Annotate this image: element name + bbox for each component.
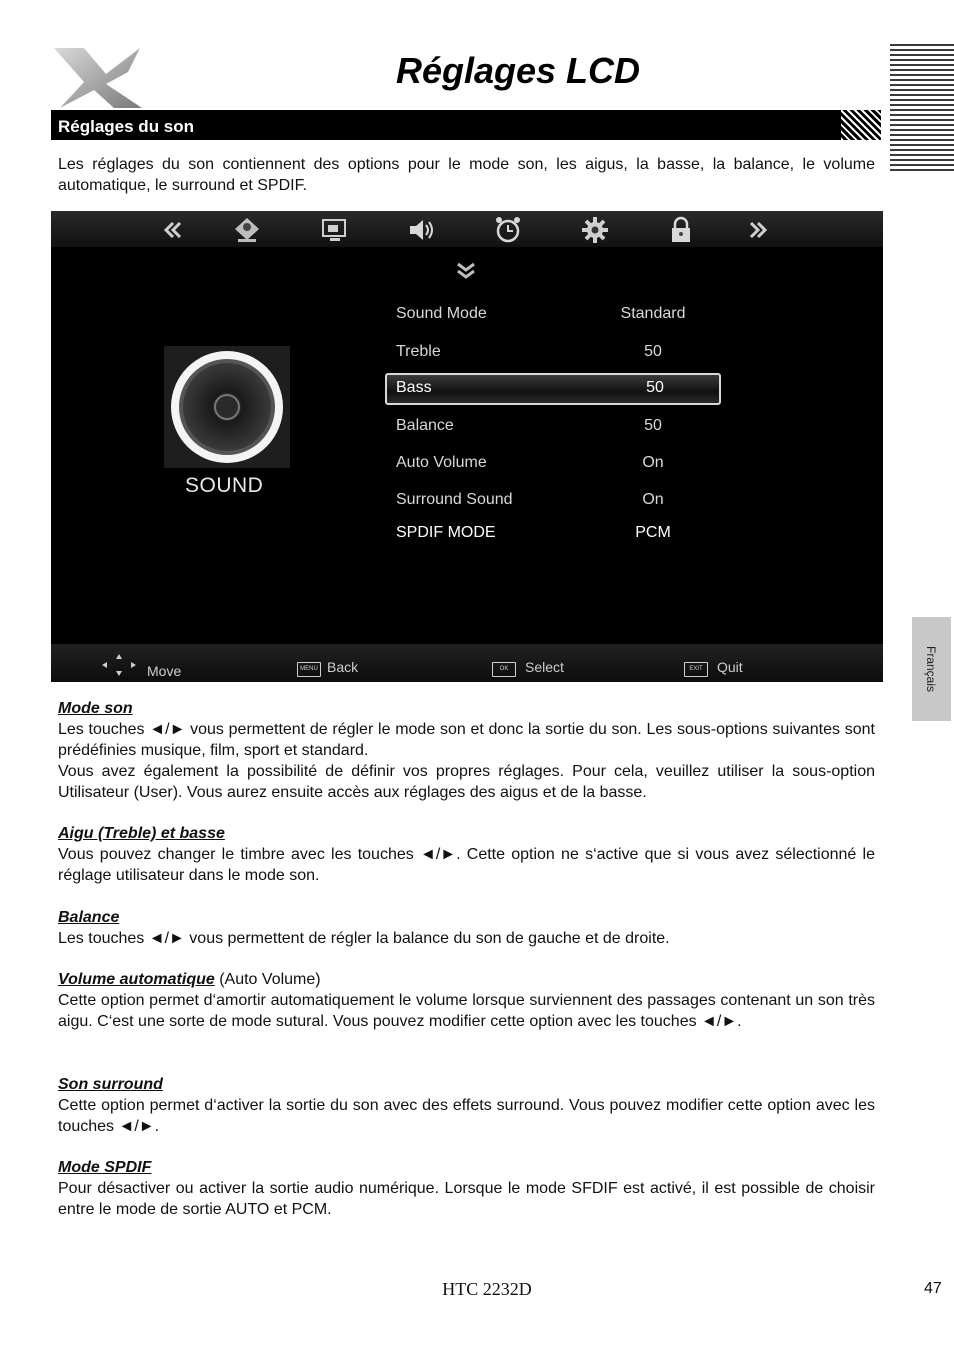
section-volume-automatique <box>58 969 875 1032</box>
menu-item-label: Balance <box>396 417 454 434</box>
section-paragraph: Vous avez également la possibilité de définir vos propres réglages. Pour cela, veuillez utiliser la sous-option Utilisateur (User). Vous aurez ensuite accès aux réglages des aigus et de la basse. <box>58 763 875 801</box>
hint-move: Move <box>147 663 182 679</box>
speaker-cone-icon <box>165 347 289 467</box>
menu-item-value: Standard <box>620 305 686 322</box>
hint-back: Back <box>327 659 359 675</box>
menu-key-icon: MENU <box>297 662 321 677</box>
section-paragraph: Pour désactiver ou activer la sortie audio numérique. Lorsque le mode SFDIF est activé, il est possible de choisir entre le mode de sortie AUTO et PCM. <box>58 1180 875 1218</box>
menu-item-label: Bass <box>396 379 432 396</box>
intro-paragraph: Les réglages du son contiennent des options pour le mode son, les aigus, la basse, la balance, le volume automatique, le surround et SPDIF. <box>58 156 875 194</box>
menu-item-treble[interactable] <box>385 337 721 369</box>
menu-item-value: On <box>642 491 664 508</box>
menu-item-spdif-mode[interactable] <box>385 518 721 550</box>
section-paragraph: Les touches ◄/► vous permettent de régler la balance du son de gauche et de droite. <box>58 930 670 947</box>
menu-item-label: Treble <box>396 343 441 360</box>
picture-icon <box>232 215 262 245</box>
menu-item-bass[interactable] <box>385 373 721 405</box>
menu-item-value: 50 <box>644 417 662 434</box>
menu-item-label: Sound Mode <box>396 305 487 322</box>
menu-item-label: Surround Sound <box>396 491 513 508</box>
tv-menu-screenshot <box>51 211 883 682</box>
gear-icon <box>580 215 610 245</box>
category-label: SOUND <box>185 474 264 497</box>
section-mode-son <box>58 698 875 803</box>
menu-item-value: PCM <box>635 524 671 541</box>
menu-item-sound-mode[interactable] <box>385 299 721 331</box>
section-heading: Mode son <box>58 700 133 717</box>
section-heading: Son surround <box>58 1076 163 1093</box>
menu-item-balance[interactable] <box>385 411 721 443</box>
arrows-icon <box>99 653 139 677</box>
decorative-stripes <box>890 44 954 172</box>
section-paragraph: Cette option permet d‘activer la sortie du son avec des effets surround. Vous pouvez modifier cette option avec les touches ◄/►. <box>58 1097 875 1135</box>
section-heading: Balance <box>58 909 120 926</box>
hint-quit: Quit <box>717 659 743 675</box>
alarm-clock-icon <box>493 215 523 245</box>
menu-item-value: 50 <box>644 343 662 360</box>
section-paragraph: Les touches ◄/► vous permettent de régler le mode son et donc la sortie du son. Les sous-options suivantes sont prédéfinies musique, film, sport et standard. <box>58 721 875 759</box>
ok-key-icon: OK <box>492 662 516 677</box>
section-heading: Volume automatique <box>58 971 215 988</box>
menu-item-label: SPDIF MODE <box>396 524 496 541</box>
hint-select: Select <box>525 659 564 675</box>
page-number: 47 <box>924 1280 942 1297</box>
lock-icon <box>666 215 696 245</box>
menu-item-value: On <box>642 454 664 471</box>
section-paragraph: Cette option permet d‘amortir automatiquement le volume lorsque surviennent des passages contenant un son très aigu. C‘est une sorte de mode sutural. Vous pouvez modifier cette option avec les touches ◄/►. <box>58 992 875 1030</box>
section-paragraph: Vous pouvez changer le timbre avec les touches ◄/►. Cette option ne s‘active que si vous avez sélectionné le réglage utilisateur dans le mode son. <box>58 846 875 884</box>
section-mode-spdif <box>58 1157 875 1220</box>
exit-key-icon: EXIT <box>684 662 708 677</box>
section-heading: Mode SPDIF <box>58 1159 152 1176</box>
menu-item-value: 50 <box>646 379 664 396</box>
chevron-down-icon <box>453 261 479 281</box>
section-heading: Aigu (Treble) et basse <box>58 825 225 842</box>
section-aigu-basse <box>58 823 875 886</box>
menu-item-auto-volume[interactable] <box>385 448 721 480</box>
footer-model: HTC 2232D <box>442 1279 532 1299</box>
menu-item-label: Auto Volume <box>396 454 487 471</box>
language-tab-label: Français <box>924 645 938 693</box>
page-title: Réglages LCD <box>395 50 641 91</box>
double-chevron-left-icon <box>157 215 187 245</box>
monitor-icon <box>320 215 350 245</box>
section-son-surround <box>58 1074 875 1137</box>
menu-item-surround-sound[interactable] <box>385 485 721 517</box>
section-heading-suffix: (Auto Volume) <box>214 971 321 988</box>
speaker-icon <box>406 215 436 245</box>
hatch-pattern <box>841 110 881 140</box>
section-balance <box>58 907 875 949</box>
section-title: Réglages du son <box>58 117 195 136</box>
double-chevron-right-icon <box>744 215 774 245</box>
